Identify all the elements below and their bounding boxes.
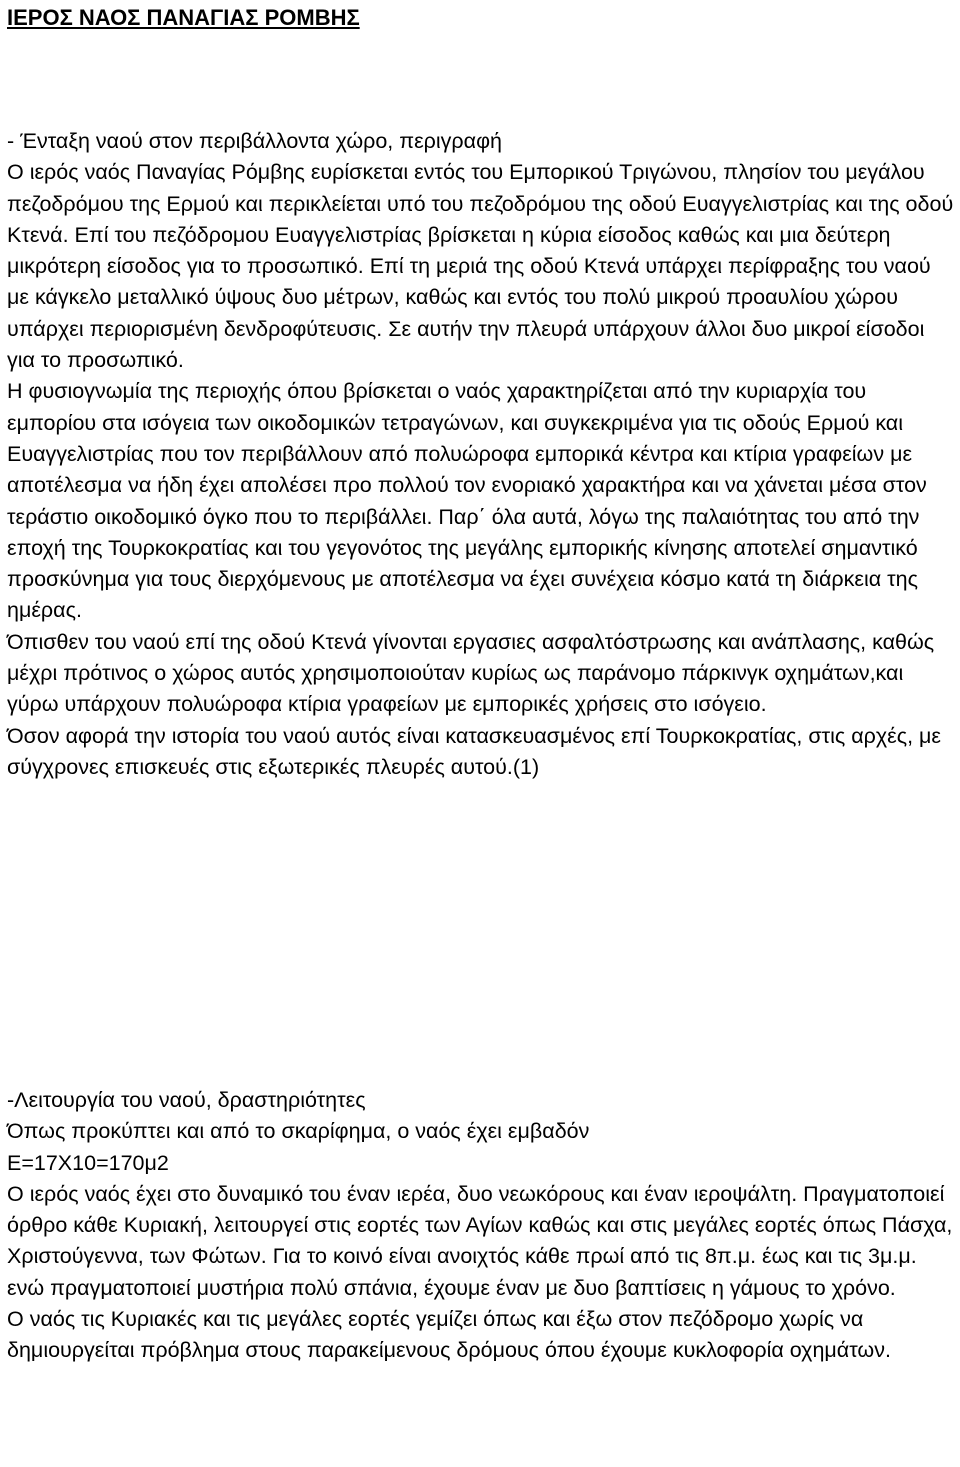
section-integration-description bbox=[7, 126, 957, 783]
section-operation-activities bbox=[7, 1085, 957, 1367]
paragraph: Ο ιερός ναός έχει στο δυναμικό του έναν ιερέα, δυο νεωκόρους και έναν ιεροψάλτη. Πραγματοποιεί όρθρο κάθε Κυριακή, λειτουργεί στις εορτές των Αγίων καθώς και στις μεγάλες εορτές όπως Πάσχα, Χριστούγεννα, των Φώτων. Για το κοινό είναι ανοιχτός κάθε πρωί από τις 8π.μ. έως και τις 3μ.μ. ενώ πραγματοποιεί μυστήρια πολύ σπάνια, έχουμε έναν με δυο βαπτίσεις η γάμους το χρόνο. bbox=[7, 1181, 953, 1300]
paragraph: Όπως προκύπτει και από το σκαρίφημα, ο ναός έχει εμβαδόν bbox=[7, 1119, 590, 1144]
paragraph: Όσον αφορά την ιστορία του ναού αυτός είναι κατασκευασμένος επί Τουρκοκρατίας, στις αρχές, με σύγχρονες επισκευές στις εξωτερικές πλευρές αυτού.(1) bbox=[7, 723, 942, 779]
area-formula: Ε=17Χ10=170μ2 bbox=[7, 1150, 169, 1175]
document-page bbox=[7, 0, 957, 1363]
document-title: ΙΕΡΟΣ ΝΑΟΣ ΠΑΝΑΓΙΑΣ ΡΟΜΒΗΣ bbox=[7, 5, 360, 30]
section-heading: - Ένταξη ναού στον περιβάλλοντα χώρο, περιγραφή bbox=[7, 129, 502, 153]
paragraph: Όπισθεν του ναού επί της οδού Κτενά γίνονται εργασιες ασφαλτόστρωσης και ανάπλασης, καθώς μέχρι πρότινος ο χώρος αυτός χρησιμοποιούταν κυρίως ως παράνομο πάρκινγκ οχημάτων,και γύρω υπάρχουν πολυώροφα κτίρια γραφείων με εμπορικές χρήσεις στο ισόγειο. bbox=[7, 629, 935, 717]
paragraph: Η φυσιογνωμία της περιοχής όπου βρίσκεται ο ναός χαρακτηρίζεται από την κυριαρχία του εμπορίου στα ισόγεια των οικοδομικών τετραγώνων, και συγκεκριμένα για τις οδούς Ερμού και Ευαγγελιστρίας που τον περιβάλλουν από πολυώροφα εμπορικά κέντρα και κτίρια γραφείων με αποτέλεσμα να ήδη έχει απολέσει προ πολλού τον ενοριακό χαρακτήρα και να χάνεται μέσα στον τεράστιο οικοδομικό όγκο που το περιβάλλει. Παρ΄ όλα αυτά, λόγω της παλαιότητας του από την εποχή της Τουρκοκρατίας και του γεγονότος της μεγάλης εμπορικής κίνησης αποτελεί σημαντικό προσκύνημα για τους διερχόμενους με αποτέλεσμα να έχει συνέχεια κόσμο κατά τη διάρκεια της ημέρας. bbox=[7, 379, 927, 623]
section-heading: -Λειτουργία του ναού, δραστηριότητες bbox=[7, 1088, 366, 1112]
paragraph: Ο ιερός ναός Παναγίας Ρόμβης ευρίσκεται εντός του Εμπορικού Τριγώνου, πλησίον του μεγάλου πεζοδρόμου της Ερμού και περικλείεται υπό του πεζοδρόμου της οδού Ευαγγελιστρίας και της οδού Κτενά. Επί του πεζόδρομου Ευαγγελιστρίας βρίσκεται η κύρια είσοδος καθώς και μια δεύτερη μικρότερη είσοδος για το προσωπικό. Επί τη μεριά της οδού Κτενά υπάρχει περίφραξης του ναού με κάγκελο μεταλλικό ύψους δυο μέτρων, καθώς και εντός του πολύ μικρού προαυλίου χώρου υπάρχει περιορισμένη δενδροφύτευσις. Σε αυτήν την πλευρά υπάρχουν άλλοι δυο μικροί είσοδοι για το προσωπικό. bbox=[7, 160, 954, 373]
paragraph: Ο ναός τις Κυριακές και τις μεγάλες εορτές γεμίζει όπως και έξω στον πεζόδρομο χωρίς να δημιουργείται πρόβλημα στους παρακείμενους δρόμους όπου έχουμε κυκλοφορία οχημάτων. bbox=[7, 1307, 891, 1363]
